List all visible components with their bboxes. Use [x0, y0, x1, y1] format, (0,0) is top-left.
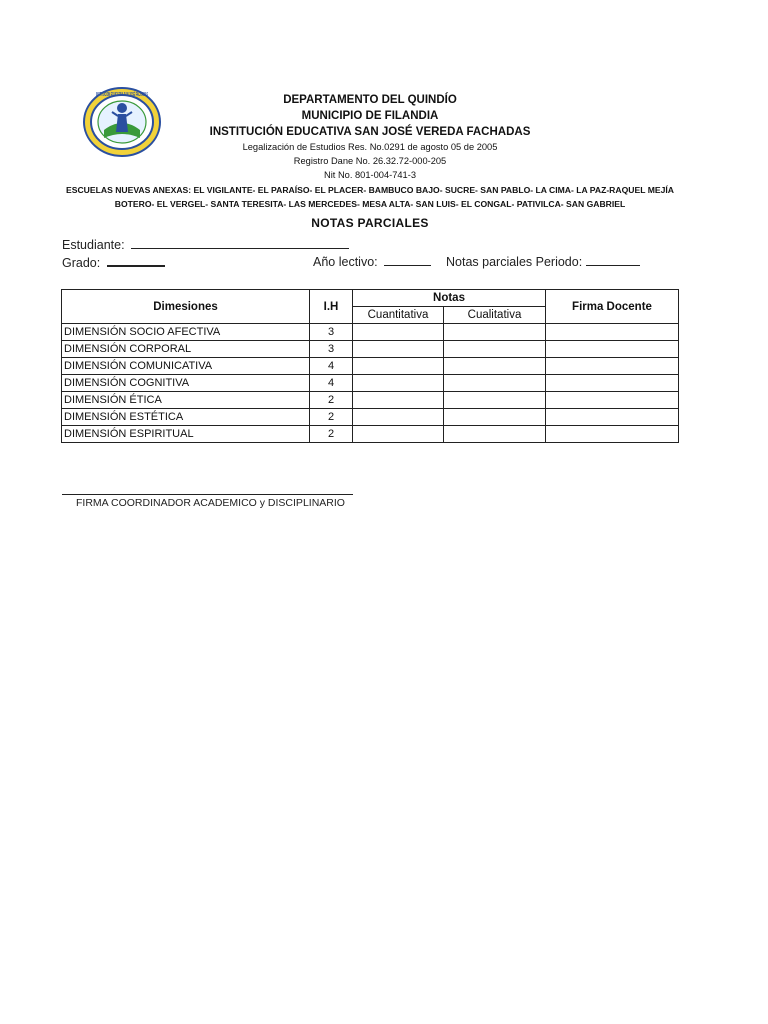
- table-row: [62, 358, 679, 375]
- grade-input-line[interactable]: [107, 253, 165, 267]
- firma-cell[interactable]: [546, 324, 679, 341]
- department-name: DEPARTAMENTO DEL QUINDÍO: [283, 94, 457, 106]
- table-row: [62, 341, 679, 358]
- cualitativa-cell[interactable]: [444, 426, 546, 443]
- annexed-schools-line-1: ESCUELAS NUEVAS ANEXAS: EL VIGILANTE- EL PARAÍSO- EL PLACER- BAMBUCO BAJO- SUCRE- SAN PABLO- LA CIMA- LA PAZ-RAQUEL MEJÍA: [66, 185, 674, 195]
- firma-cell[interactable]: [546, 375, 679, 392]
- table-row: [62, 375, 679, 392]
- dimension-cell: DIMENSIÓN COMUNICATIVA: [62, 358, 310, 375]
- dane-registry: Registro Dane No. 26.32.72-000-205: [293, 156, 447, 166]
- cuantitativa-cell[interactable]: [353, 392, 444, 409]
- cualitativa-cell[interactable]: [444, 341, 546, 358]
- legalization-text: Legalización de Estudios Res. No.0291 de agosto 05 de 2005: [242, 142, 498, 152]
- header-cualitativa: Cualitativa: [444, 307, 546, 324]
- cuantitativa-cell[interactable]: [353, 341, 444, 358]
- header-cuantitativa: Cuantitativa: [353, 307, 444, 324]
- grade-field: [62, 253, 165, 270]
- header-firma-docente: Firma Docente: [546, 290, 679, 324]
- logo-ring-text: INSTITUCIÓN EDUCATIVA SAN JOSÉ FACHADAS: [96, 92, 214, 98]
- institution-name: INSTITUCIÓN EDUCATIVA SAN JOSÉ VEREDA FACHADAS: [209, 126, 531, 138]
- table-row: [62, 426, 679, 443]
- municipality-name: MUNICIPIO DE FILANDIA: [301, 110, 439, 122]
- ih-cell: 3: [310, 324, 353, 341]
- period-label: Notas parciales Periodo:: [446, 255, 583, 269]
- cualitativa-cell[interactable]: [444, 324, 546, 341]
- cuantitativa-cell[interactable]: [353, 426, 444, 443]
- ih-cell: 2: [310, 392, 353, 409]
- table-row: [62, 409, 679, 426]
- year-field: [313, 253, 431, 269]
- ih-cell: 4: [310, 375, 353, 392]
- firma-cell[interactable]: [546, 358, 679, 375]
- cualitativa-cell[interactable]: [444, 409, 546, 426]
- nit-number: Nit No. 801-004-741-3: [324, 170, 416, 180]
- document-header: [60, 92, 680, 230]
- student-field: [62, 236, 349, 252]
- ih-cell: 2: [310, 409, 353, 426]
- firma-cell[interactable]: [546, 392, 679, 409]
- ih-cell: 2: [310, 426, 353, 443]
- period-input-line[interactable]: [586, 253, 640, 266]
- annexed-schools-line-2: BOTERO- EL VERGEL- SANTA TERESITA- LAS MERCEDES- MESA ALTA- SAN LUIS- EL CONGAL- PATIVILCA- SAN GABRIEL: [114, 199, 626, 209]
- firma-cell[interactable]: [546, 341, 679, 358]
- dimension-cell: DIMENSIÓN CORPORAL: [62, 341, 310, 358]
- page-title: NOTAS PARCIALES: [311, 216, 429, 230]
- firma-cell[interactable]: [546, 426, 679, 443]
- year-label: Año lectivo:: [313, 255, 378, 269]
- dimension-cell: DIMENSIÓN COGNITIVA: [62, 375, 310, 392]
- dimension-cell: DIMENSIÓN ÉTICA: [62, 392, 310, 409]
- header-dimensions: Dimesiones: [62, 290, 310, 324]
- dimension-cell: DIMENSIÓN SOCIO AFECTIVA: [62, 324, 310, 341]
- ih-cell: 3: [310, 341, 353, 358]
- ih-cell: 4: [310, 358, 353, 375]
- year-input-line[interactable]: [384, 253, 431, 266]
- period-field: [446, 253, 640, 269]
- cualitativa-cell[interactable]: [444, 358, 546, 375]
- grade-label: Grado:: [62, 256, 101, 270]
- student-label: Estudiante:: [62, 238, 125, 252]
- cualitativa-cell[interactable]: [444, 375, 546, 392]
- table-row: [62, 392, 679, 409]
- cuantitativa-cell[interactable]: [353, 324, 444, 341]
- firma-cell[interactable]: [546, 409, 679, 426]
- coordinator-signature-line[interactable]: [62, 494, 353, 495]
- header-ih: I.H: [310, 290, 353, 324]
- cuantitativa-cell[interactable]: [353, 409, 444, 426]
- coordinator-signature-label: FIRMA COORDINADOR ACADEMICO y DISCIPLINARIO: [76, 497, 345, 509]
- dimension-cell: DIMENSIÓN ESPIRITUAL: [62, 426, 310, 443]
- grades-table: [61, 289, 679, 443]
- cualitativa-cell[interactable]: [444, 392, 546, 409]
- table-row: [62, 324, 679, 341]
- dimension-cell: DIMENSIÓN ESTÉTICA: [62, 409, 310, 426]
- cuantitativa-cell[interactable]: [353, 375, 444, 392]
- cuantitativa-cell[interactable]: [353, 358, 444, 375]
- header-notas: Notas: [353, 290, 546, 307]
- student-input-line[interactable]: [131, 236, 349, 249]
